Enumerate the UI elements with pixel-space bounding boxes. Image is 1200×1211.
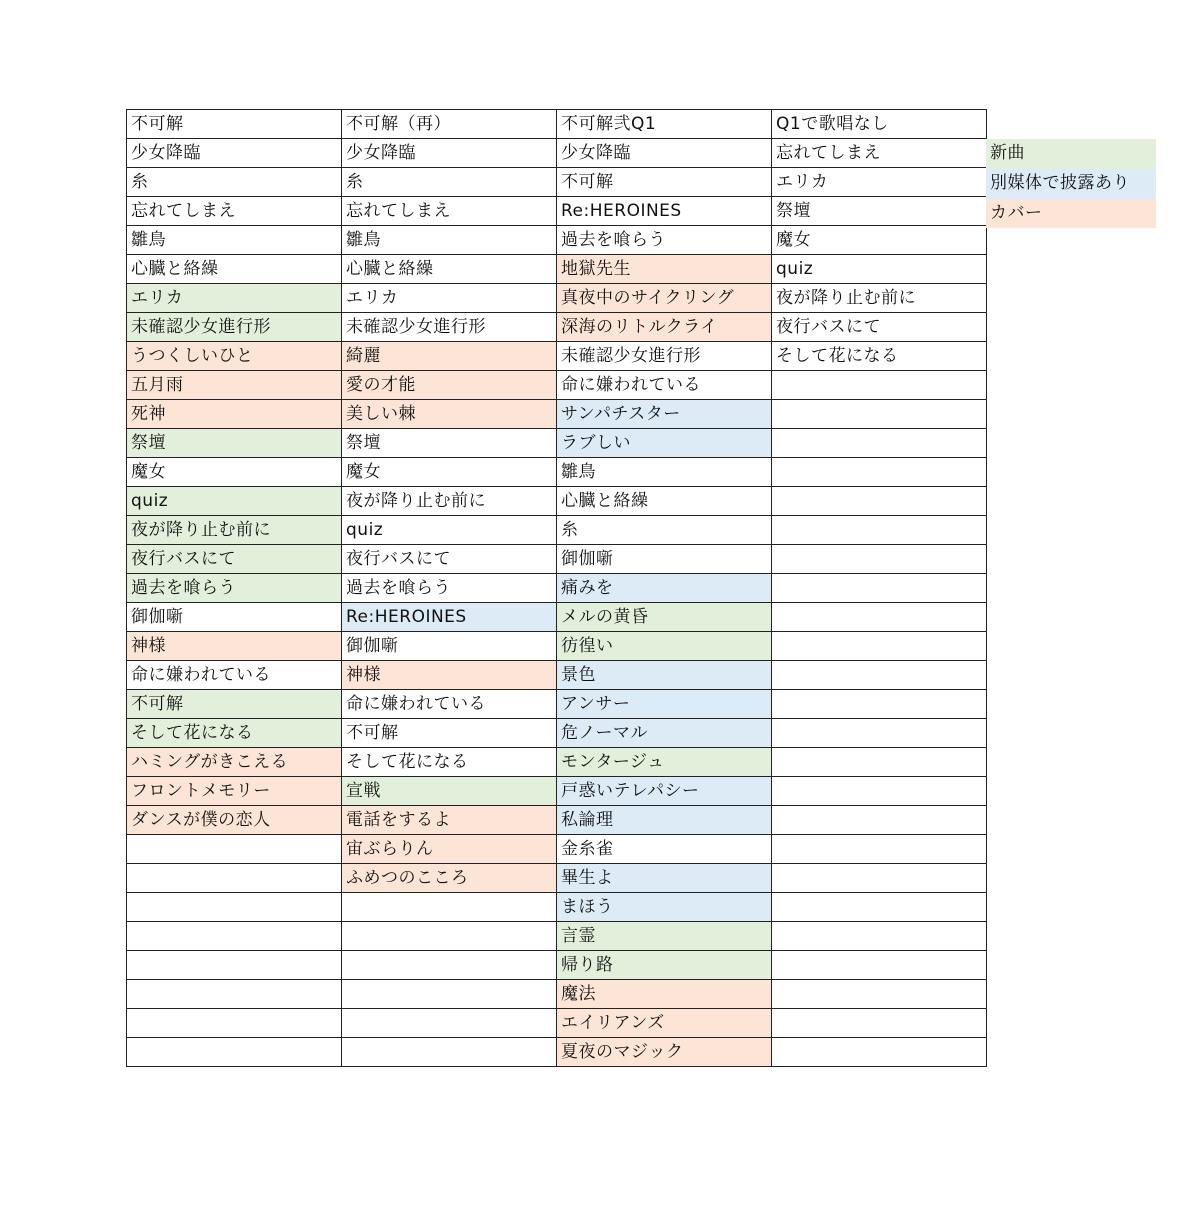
legend-cover: カバー (986, 199, 1156, 229)
song-cell-col-q1-not-sung (772, 806, 987, 835)
table-row (127, 980, 987, 1009)
song-cell-col-fukakai-re: 不可解 (342, 719, 557, 748)
song-cell-col-fukakai (127, 893, 342, 922)
song-cell-col-fukakai: 過去を喰らう (127, 574, 342, 603)
song-cell-col-fukakai-ni-q1: 景色 (557, 661, 772, 690)
song-cell-col-fukakai (127, 835, 342, 864)
table-row (127, 342, 987, 371)
song-cell-col-fukakai-re: 御伽噺 (342, 632, 557, 661)
song-cell-col-fukakai: 糸 (127, 168, 342, 197)
song-cell-col-fukakai: 雛鳥 (127, 226, 342, 255)
song-cell-col-fukakai-re: 少女降臨 (342, 139, 557, 168)
table-row (127, 400, 987, 429)
song-cell-col-fukakai-re: 夜行バスにて (342, 545, 557, 574)
song-cell-col-fukakai-re (342, 922, 557, 951)
song-cell-col-fukakai: 不可解 (127, 690, 342, 719)
song-cell-col-q1-not-sung (772, 574, 987, 603)
song-cell-col-fukakai-ni-q1: まほう (557, 893, 772, 922)
song-cell-col-q1-not-sung: 夜行バスにて (772, 313, 987, 342)
song-cell-col-fukakai: ハミングがきこえる (127, 748, 342, 777)
song-cell-col-fukakai-re (342, 893, 557, 922)
song-cell-col-fukakai-ni-q1: 畢生よ (557, 864, 772, 893)
song-cell-col-fukakai: 命に嫌われている (127, 661, 342, 690)
song-cell-col-fukakai (127, 951, 342, 980)
song-cell-col-fukakai: 未確認少女進行形 (127, 313, 342, 342)
song-cell-col-fukakai-ni-q1: Re:HEROINES (557, 197, 772, 226)
song-cell-col-q1-not-sung (772, 980, 987, 1009)
song-cell-col-fukakai: エリカ (127, 284, 342, 313)
song-cell-col-fukakai (127, 864, 342, 893)
song-cell-col-fukakai-ni-q1: 言霊 (557, 922, 772, 951)
song-cell-col-fukakai-ni-q1: 戸惑いテレパシー (557, 777, 772, 806)
song-cell-col-q1-not-sung (772, 661, 987, 690)
song-cell-col-fukakai-re: 神様 (342, 661, 557, 690)
song-cell-col-fukakai-ni-q1: アンサー (557, 690, 772, 719)
song-cell-col-q1-not-sung (772, 1038, 987, 1067)
song-cell-col-fukakai-re (342, 1038, 557, 1067)
song-cell-col-fukakai-ni-q1: 真夜中のサイクリング (557, 284, 772, 313)
song-cell-col-fukakai: 五月雨 (127, 371, 342, 400)
song-cell-col-fukakai-re: 宙ぶらりん (342, 835, 557, 864)
song-cell-col-fukakai-ni-q1: 過去を喰らう (557, 226, 772, 255)
song-cell-col-fukakai-ni-q1: 雛鳥 (557, 458, 772, 487)
table-row (127, 1009, 987, 1038)
song-cell-col-fukakai-re: 魔女 (342, 458, 557, 487)
song-cell-col-fukakai-ni-q1: 地獄先生 (557, 255, 772, 284)
song-cell-col-fukakai-re: そして花になる (342, 748, 557, 777)
song-cell-col-fukakai (127, 1038, 342, 1067)
table-row (127, 719, 987, 748)
table-row (127, 574, 987, 603)
song-cell-col-fukakai-ni-q1: サンパチスター (557, 400, 772, 429)
song-cell-col-fukakai: 夜行バスにて (127, 545, 342, 574)
song-cell-col-fukakai-re: エリカ (342, 284, 557, 313)
song-cell-col-fukakai-ni-q1: 命に嫌われている (557, 371, 772, 400)
song-cell-col-fukakai: 忘れてしまえ (127, 197, 342, 226)
song-cell-col-fukakai-ni-q1: 金糸雀 (557, 835, 772, 864)
song-cell-col-fukakai-ni-q1: 御伽噺 (557, 545, 772, 574)
color-legend (986, 139, 1156, 228)
song-cell-col-q1-not-sung: 忘れてしまえ (772, 139, 987, 168)
table-row (127, 458, 987, 487)
song-cell-col-fukakai: フロントメモリー (127, 777, 342, 806)
table-row (127, 922, 987, 951)
song-cell-col-fukakai: 心臓と絡繰 (127, 255, 342, 284)
header-cell-col-fukakai-ni-q1: 不可解弐Q1 (557, 110, 772, 139)
song-cell-col-fukakai-re: 未確認少女進行形 (342, 313, 557, 342)
song-cell-col-q1-not-sung (772, 864, 987, 893)
song-cell-col-fukakai-re: quiz (342, 516, 557, 545)
song-cell-col-fukakai: 夜が降り止む前に (127, 516, 342, 545)
legend-new-song: 新曲 (986, 139, 1156, 169)
song-cell-col-fukakai-re: 愛の才能 (342, 371, 557, 400)
table-row (127, 603, 987, 632)
song-cell-col-fukakai: 祭壇 (127, 429, 342, 458)
song-cell-col-fukakai-re: ふめつのこころ (342, 864, 557, 893)
table-row (127, 284, 987, 313)
song-cell-col-q1-not-sung (772, 835, 987, 864)
table-row (127, 690, 987, 719)
song-cell-col-fukakai-re: 電話をするよ (342, 806, 557, 835)
table-row (127, 255, 987, 284)
song-cell-col-fukakai (127, 980, 342, 1009)
song-cell-col-fukakai-ni-q1: 未確認少女進行形 (557, 342, 772, 371)
song-cell-col-fukakai: そして花になる (127, 719, 342, 748)
header-row (127, 110, 987, 139)
table-row (127, 226, 987, 255)
table-row (127, 545, 987, 574)
song-cell-col-q1-not-sung (772, 777, 987, 806)
song-cell-col-fukakai-re: 宣戦 (342, 777, 557, 806)
header-cell-col-fukakai: 不可解 (127, 110, 342, 139)
table-row (127, 371, 987, 400)
song-cell-col-q1-not-sung (772, 545, 987, 574)
table-row (127, 516, 987, 545)
table-row (127, 806, 987, 835)
song-cell-col-q1-not-sung: 夜が降り止む前に (772, 284, 987, 313)
song-cell-col-q1-not-sung (772, 458, 987, 487)
table-row (127, 835, 987, 864)
song-cell-col-q1-not-sung: エリカ (772, 168, 987, 197)
song-cell-col-q1-not-sung (772, 603, 987, 632)
song-cell-col-q1-not-sung (772, 632, 987, 661)
song-cell-col-fukakai-ni-q1: 彷徨い (557, 632, 772, 661)
table-row (127, 139, 987, 168)
song-cell-col-fukakai: quiz (127, 487, 342, 516)
song-cell-col-fukakai-ni-q1: ラブしい (557, 429, 772, 458)
song-cell-col-fukakai-ni-q1: 夏夜のマジック (557, 1038, 772, 1067)
song-cell-col-fukakai-ni-q1: 私論理 (557, 806, 772, 835)
table-row (127, 197, 987, 226)
song-cell-col-q1-not-sung (772, 748, 987, 777)
legend-performed-elsewhere: 別媒体で披露あり (986, 169, 1156, 199)
song-cell-col-q1-not-sung (772, 516, 987, 545)
table-row (127, 893, 987, 922)
table-row (127, 1038, 987, 1067)
song-cell-col-q1-not-sung (772, 400, 987, 429)
song-cell-col-q1-not-sung (772, 429, 987, 458)
song-cell-col-q1-not-sung: 祭壇 (772, 197, 987, 226)
table-row (127, 487, 987, 516)
table-row (127, 429, 987, 458)
song-cell-col-fukakai-ni-q1: 魔法 (557, 980, 772, 1009)
song-cell-col-fukakai-re: 美しい棘 (342, 400, 557, 429)
song-cell-col-fukakai: 御伽噺 (127, 603, 342, 632)
table-row (127, 951, 987, 980)
song-cell-col-q1-not-sung (772, 922, 987, 951)
song-cell-col-fukakai-re: 心臓と絡繰 (342, 255, 557, 284)
song-cell-col-fukakai-ni-q1: メルの黄昏 (557, 603, 772, 632)
song-cell-col-fukakai-re (342, 951, 557, 980)
table-row (127, 748, 987, 777)
table-body (127, 110, 987, 1067)
song-cell-col-q1-not-sung (772, 893, 987, 922)
song-cell-col-fukakai-re: Re:HEROINES (342, 603, 557, 632)
song-cell-col-q1-not-sung (772, 719, 987, 748)
song-cell-col-fukakai-re: 命に嫌われている (342, 690, 557, 719)
song-cell-col-fukakai-ni-q1: 帰り路 (557, 951, 772, 980)
song-cell-col-q1-not-sung (772, 690, 987, 719)
song-cell-col-fukakai-ni-q1: 痛みを (557, 574, 772, 603)
song-cell-col-fukakai-ni-q1: 深海のリトルクライ (557, 313, 772, 342)
song-cell-col-fukakai-ni-q1: 心臓と絡繰 (557, 487, 772, 516)
song-cell-col-fukakai: うつくしいひと (127, 342, 342, 371)
song-cell-col-fukakai-ni-q1: モンタージュ (557, 748, 772, 777)
song-cell-col-fukakai-ni-q1: 少女降臨 (557, 139, 772, 168)
song-cell-col-fukakai: 少女降臨 (127, 139, 342, 168)
table-row (127, 168, 987, 197)
song-cell-col-fukakai: ダンスが僕の恋人 (127, 806, 342, 835)
table-row (127, 632, 987, 661)
song-cell-col-fukakai-re (342, 1009, 557, 1038)
table-row (127, 864, 987, 893)
setlist-comparison-table (126, 109, 987, 1067)
song-cell-col-q1-not-sung: 魔女 (772, 226, 987, 255)
song-cell-col-fukakai-re: 綺麗 (342, 342, 557, 371)
song-cell-col-fukakai: 神様 (127, 632, 342, 661)
table-row (127, 313, 987, 342)
header-cell-col-q1-not-sung: Q1で歌唱なし (772, 110, 987, 139)
song-cell-col-fukakai-ni-q1: エイリアンズ (557, 1009, 772, 1038)
song-cell-col-fukakai-re: 過去を喰らう (342, 574, 557, 603)
song-cell-col-fukakai-ni-q1: 糸 (557, 516, 772, 545)
song-cell-col-q1-not-sung (772, 487, 987, 516)
song-cell-col-q1-not-sung: quiz (772, 255, 987, 284)
header-cell-col-fukakai-re: 不可解（再） (342, 110, 557, 139)
song-cell-col-q1-not-sung (772, 951, 987, 980)
song-cell-col-fukakai-re: 夜が降り止む前に (342, 487, 557, 516)
song-cell-col-fukakai-re: 雛鳥 (342, 226, 557, 255)
song-cell-col-fukakai-re (342, 980, 557, 1009)
song-cell-col-fukakai-ni-q1: 危ノーマル (557, 719, 772, 748)
song-cell-col-fukakai-re: 祭壇 (342, 429, 557, 458)
song-cell-col-fukakai (127, 922, 342, 951)
song-cell-col-fukakai: 魔女 (127, 458, 342, 487)
song-cell-col-fukakai-ni-q1: 不可解 (557, 168, 772, 197)
table-row (127, 777, 987, 806)
song-cell-col-q1-not-sung (772, 371, 987, 400)
table-row (127, 661, 987, 690)
song-cell-col-fukakai-re: 糸 (342, 168, 557, 197)
song-cell-col-q1-not-sung (772, 1009, 987, 1038)
song-cell-col-q1-not-sung: そして花になる (772, 342, 987, 371)
song-cell-col-fukakai-re: 忘れてしまえ (342, 197, 557, 226)
song-cell-col-fukakai (127, 1009, 342, 1038)
song-cell-col-fukakai: 死神 (127, 400, 342, 429)
